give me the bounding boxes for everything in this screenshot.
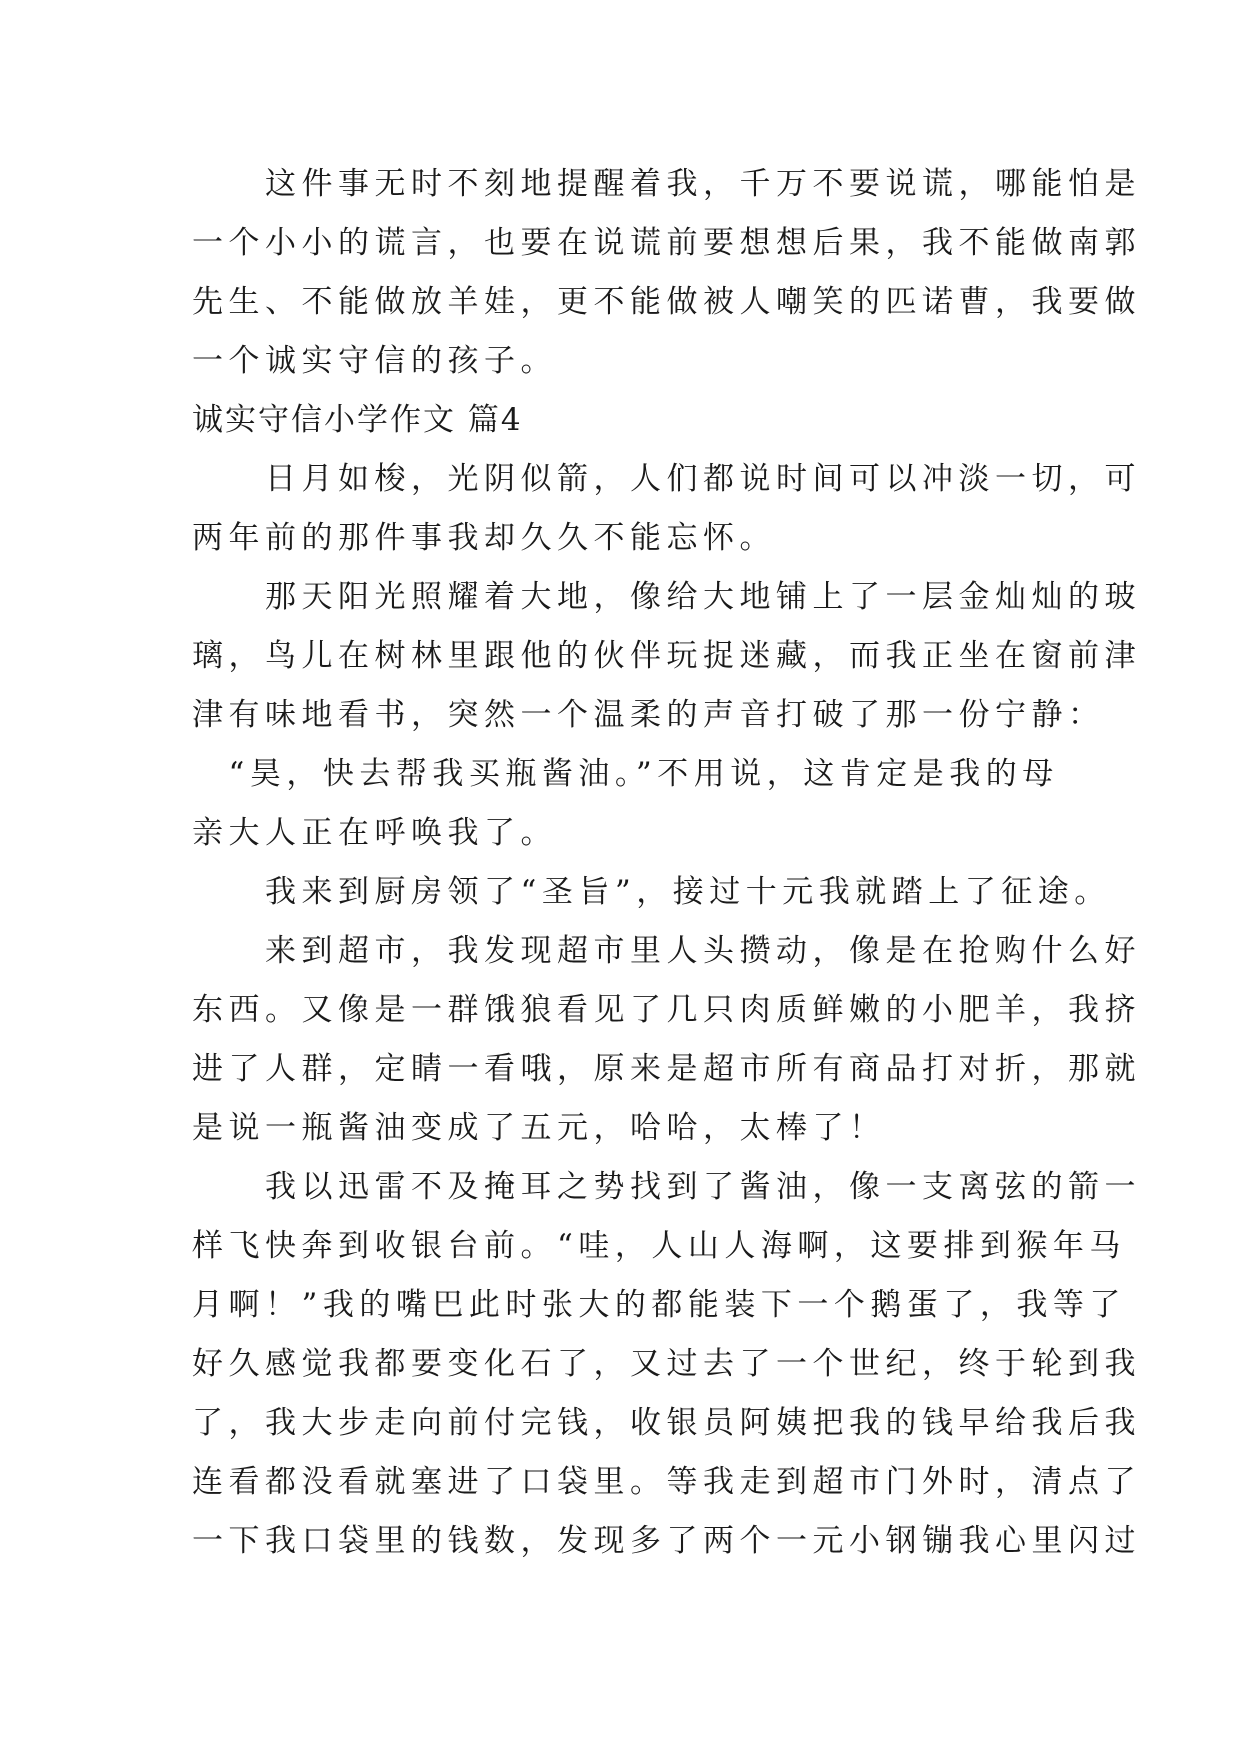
paragraph-line: 月啊！”我的嘴巴此时张大的都能装下一个鹅蛋了，我等了 — [192, 1287, 1126, 1323]
paragraph-line: 东西。又像是一群饿狼看见了几只肉质鲜嫩的小肥羊，我挤 — [192, 992, 1141, 1028]
section-heading: 诚实守信小学作文 篇4 — [192, 402, 523, 438]
paragraph-line: 样飞快奔到收银台前。“哇，人山人海啊，这要排到猴年马 — [192, 1228, 1126, 1264]
paragraph-line: 来到超市，我发现超市里人头攒动，像是在抢购什么好 — [192, 933, 1141, 969]
paragraph-line: 这件事无时不刻地提醒着我，千万不要说谎，哪能怕是 — [192, 166, 1141, 202]
paragraph-line: 一个小小的谎言，也要在说谎前要想想后果，我不能做南郭 — [192, 225, 1141, 261]
paragraph-line: “昊，快去帮我买瓶酱油。”不用说，这肯定是我的母 — [192, 756, 1059, 792]
paragraph-line: 璃，鸟儿在树林里跟他的伙伴玩捉迷藏，而我正坐在窗前津 — [192, 638, 1141, 674]
paragraph-line: 进了人群，定睛一看哦，原来是超市所有商品打对折，那就 — [192, 1051, 1141, 1087]
paragraph-line: 一个诚实守信的孩子。 — [192, 343, 557, 379]
paragraph-line: 了，我大步走向前付完钱，收银员阿姨把我的钱早给我后我 — [192, 1405, 1141, 1441]
paragraph-line: 那天阳光照耀着大地，像给大地铺上了一层金灿灿的玻 — [192, 579, 1141, 615]
paragraph-line: 好久感觉我都要变化石了，又过去了一个世纪，终于轮到我 — [192, 1346, 1141, 1382]
paragraph-line: 两年前的那件事我却久久不能忘怀。 — [192, 520, 776, 556]
paragraph-line: 一下我口袋里的钱数，发现多了两个一元小钢镚我心里闪过 — [192, 1523, 1141, 1559]
paragraph-line: 日月如梭，光阴似箭，人们都说时间可以冲淡一切，可 — [192, 461, 1141, 497]
essay-body — [192, 155, 1141, 1571]
paragraph-line: 津有味地看书，突然一个温柔的声音打破了那一份宁静： — [192, 697, 1105, 733]
paragraph-line: 是说一瓶酱油变成了五元，哈哈，太棒了！ — [192, 1110, 886, 1146]
paragraph-line: 先生、不能做放羊娃，更不能做被人嘲笑的匹诺曹，我要做 — [192, 284, 1141, 320]
paragraph-line: 亲大人正在呼唤我了。 — [192, 815, 557, 851]
paragraph-line: 我以迅雷不及掩耳之势找到了酱油，像一支离弦的箭一 — [192, 1169, 1141, 1205]
paragraph-line: 连看都没看就塞进了口袋里。等我走到超市门外时，清点了 — [192, 1464, 1141, 1500]
paragraph-line: 我来到厨房领了“圣旨”，接过十元我就踏上了征途。 — [192, 874, 1111, 910]
